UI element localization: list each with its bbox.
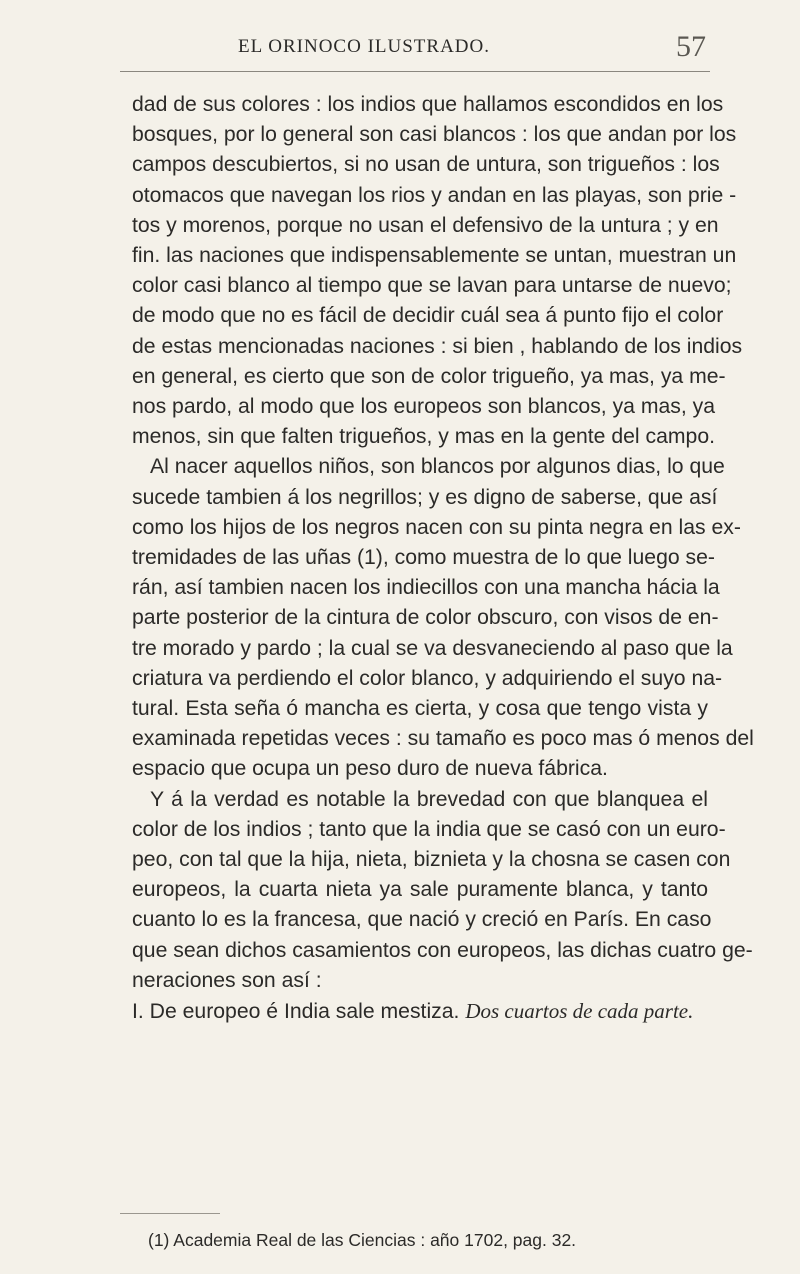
text-line: examinada repetidas veces : su tamaño es poco mas ó menos del	[132, 727, 754, 751]
text-line: bosques, por lo general son casi blancos : los que andan por los	[132, 123, 737, 147]
text-line: tos y morenos, porque no usan el defensivo de la untura ; y en	[132, 213, 719, 237]
enumerated-italic: Dos cuartos de cada parte.	[465, 999, 694, 1024]
text-line: color de los indios ; tanto que la india que se casó con un euro-	[132, 817, 726, 841]
text-line: rán, así tambien nacen los indiecillos con una mancha hácia la	[132, 576, 720, 600]
page-number: 57	[676, 30, 706, 63]
text-line: espacio que ocupa un peso duro de nueva fábrica.	[132, 757, 608, 781]
text-line: tremidades de las uñas (1), como muestra de lo que luego se-	[132, 546, 715, 570]
text-line: fin. las naciones que indispensablemente se untan, muestran un	[132, 244, 737, 268]
enumerated-text: I. De europeo é India sale mestiza.	[132, 1000, 460, 1024]
text-line: tre morado y pardo ; la cual se va desvaneciendo al paso que la	[132, 636, 733, 660]
text-line: que sean dichos casamientos con europeos, las dichas cuatro ge-	[132, 938, 753, 962]
text-line: nos pardo, al modo que los europeos son blancos, ya mas, ya	[132, 395, 716, 419]
footnote-rule	[120, 1213, 220, 1214]
text-line: Al nacer aquellos niños, son blancos por algunos dias, lo que	[150, 455, 725, 479]
text-line: como los hijos de los negros nacen con su pinta negra en las ex-	[132, 515, 741, 539]
text-line: criatura va perdiendo el color blanco, y adquiriendo el suyo na-	[132, 666, 723, 690]
text-line: peo, con tal que la hija, nieta, biznieta y la chosna se casen con	[132, 848, 731, 872]
text-line: menos, sin que falten trigueños, y mas en la gente del campo.	[132, 425, 715, 449]
text-line: tural. Esta seña ó mancha es cierta, y cosa que tengo vista y	[132, 697, 708, 721]
text-line: campos descubiertos, si no usan de untura, son trigueños : los	[132, 153, 720, 177]
text-line: neraciones son así :	[132, 968, 322, 992]
text-line: de modo que no es fácil de decidir cuál sea á punto fijo el color	[132, 304, 724, 328]
text-line: dad de sus colores : los indios que hallamos escondidos en los	[132, 93, 724, 116]
footnote: (1) Academia Real de las Ciencias : año 1702, pag. 32.	[148, 1230, 577, 1250]
header-rule	[120, 71, 710, 72]
text-line: Y á la verdad es notable la brevedad con que blanquea el	[150, 787, 708, 811]
running-title: EL ORINOCO ILUSTRADO.	[238, 36, 490, 57]
text-line: sucede tambien á los negrillos; y es digno de saberse, que así	[132, 485, 718, 509]
text-line: en general, es cierto que son de color trigueño, ya mas, ya me-	[132, 364, 726, 388]
body-text	[132, 90, 754, 1027]
page-header	[110, 30, 710, 66]
text-line: otomacos que navegan los rios y andan en las playas, son prie -	[132, 183, 737, 207]
text-line: cuanto lo es la francesa, que nació y creció en París. En caso	[132, 908, 712, 932]
text-line: europeos, la cuarta nieta ya sale puramente blanca, y tanto	[132, 878, 708, 902]
text-line: parte posterior de la cintura de color obscuro, con visos de en-	[132, 606, 719, 630]
text-line: de estas mencionadas naciones : si bien , hablando de los indios	[132, 334, 743, 358]
text-line: color casi blanco al tiempo que se lavan para untarse de nuevo;	[132, 274, 732, 298]
enumerated-line	[132, 996, 708, 1027]
